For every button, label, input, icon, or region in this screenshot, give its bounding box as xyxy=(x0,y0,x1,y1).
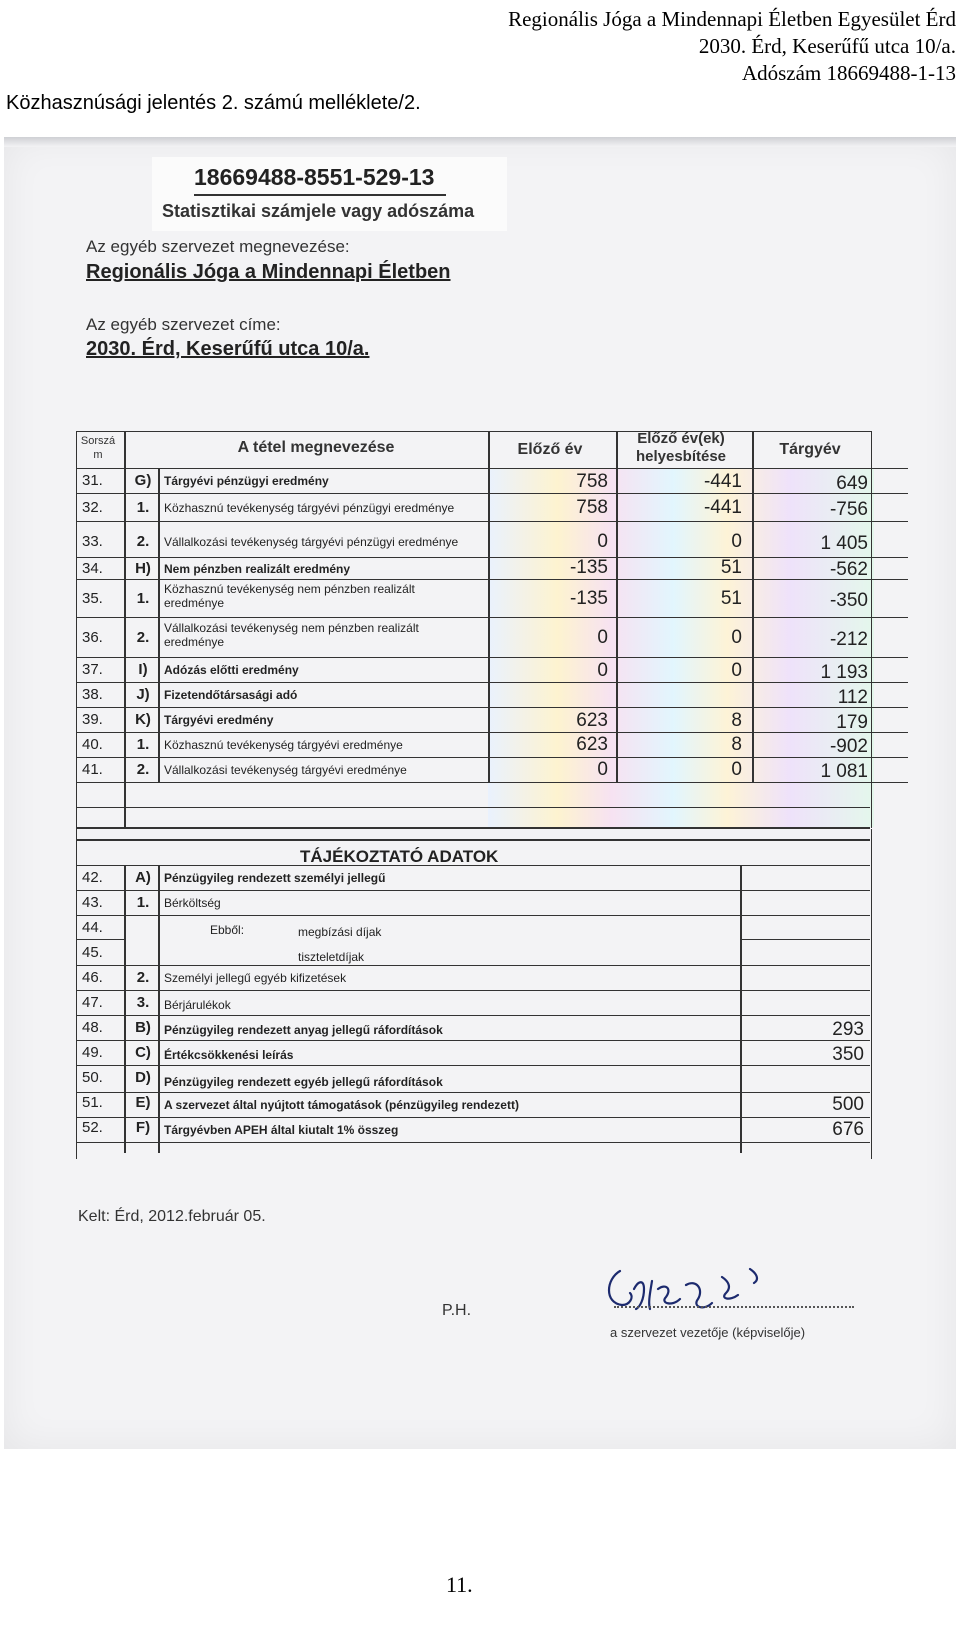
row-number: 35. xyxy=(82,590,103,607)
table-row xyxy=(76,757,908,783)
stamp-placeholder: P.H. xyxy=(442,1302,472,1319)
row-name: Bérjárulékok xyxy=(164,998,231,1012)
table-row xyxy=(76,732,908,758)
scan-edge xyxy=(4,137,956,147)
row-current-value: 293 xyxy=(832,1019,864,1040)
table-row xyxy=(76,557,908,580)
table-row xyxy=(76,579,908,618)
row-correction-value: 8 xyxy=(731,710,742,731)
row-letter: 2. xyxy=(136,969,150,986)
scanned-form xyxy=(4,137,956,1449)
info-row xyxy=(76,990,870,1016)
row-name: Pénzügyileg rendezett egyéb jellegű ráfordítások xyxy=(164,1075,443,1089)
row-sub-name: tiszteletdíjak xyxy=(298,950,365,964)
row-name: Közhasznú tevékenység nem pénzben realizált eredménye xyxy=(164,582,415,610)
table-row xyxy=(76,617,908,658)
row-number: 41. xyxy=(82,761,103,778)
row-name: Adózás előtti eredmény xyxy=(164,663,299,677)
row-current-value: 1 081 xyxy=(820,761,868,782)
row-letter: E) xyxy=(135,1094,151,1111)
row-number: 48. xyxy=(82,1019,103,1036)
row-current-value: 1 193 xyxy=(820,662,868,683)
row-number: 33. xyxy=(82,533,103,550)
row-number: 38. xyxy=(82,686,103,703)
row-letter: 2. xyxy=(136,533,150,550)
table-spacer-row xyxy=(76,782,870,808)
statistical-id-number: 18669488-8551-529-13 xyxy=(194,164,435,190)
document-title: Közhasznúsági jelentés 2. számú melléklete/2. xyxy=(6,92,421,114)
row-previous-value: 0 xyxy=(597,531,608,552)
row-number: 50. xyxy=(82,1069,103,1086)
row-correction-value: 0 xyxy=(731,531,742,552)
row-name: Tárgyévben APEH által kiutalt 1% összeg xyxy=(164,1123,399,1137)
statistical-id-block xyxy=(152,157,507,231)
row-name: Értékcsökkenési leírás xyxy=(164,1048,294,1062)
signature-caption: a szervezet vezetője (képviselője) xyxy=(610,1325,806,1340)
row-current-value: 649 xyxy=(836,473,868,494)
row-name: Tárgyévi pénzügyi eredmény xyxy=(164,474,329,488)
org-name-value: Regionális Jóga a Mindennapi Életben xyxy=(86,261,451,283)
row-correction-value: -441 xyxy=(703,497,742,518)
row-number: 34. xyxy=(82,560,103,577)
row-previous-value: 758 xyxy=(576,497,608,518)
row-number: 31. xyxy=(82,472,103,489)
table-row xyxy=(76,468,908,494)
org-address-label: Az egyéb szervezet címe: xyxy=(86,315,281,334)
row-letter: 3. xyxy=(136,994,150,1011)
table-row xyxy=(76,657,908,683)
row-current-value: 112 xyxy=(837,687,868,708)
row-letter: C) xyxy=(135,1044,151,1061)
organization-header xyxy=(508,6,956,87)
row-name: Személyi jellegű egyéb kifizetések xyxy=(164,971,347,985)
signature xyxy=(600,1259,800,1319)
info-row xyxy=(76,1015,870,1041)
statistical-id-caption: Statisztikai számjele vagy adószáma xyxy=(162,201,475,221)
row-letter: 1. xyxy=(136,590,150,607)
info-row xyxy=(76,940,870,966)
info-row xyxy=(76,965,870,991)
row-previous-value: 623 xyxy=(576,734,608,755)
row-current-value: -902 xyxy=(829,736,868,757)
row-previous-value: -135 xyxy=(569,588,608,609)
signature-line xyxy=(614,1306,854,1308)
table-header-row xyxy=(76,431,908,469)
row-number: 46. xyxy=(82,969,103,986)
info-row xyxy=(76,1092,870,1118)
row-previous-value: 0 xyxy=(597,759,608,780)
row-letter: H) xyxy=(135,560,151,577)
issue-date: Kelt: Érd, 2012.február 05. xyxy=(78,1208,266,1225)
row-letter: B) xyxy=(135,1019,151,1036)
info-row xyxy=(76,1040,870,1066)
row-name: Közhasznú tevékenység tárgyévi pénzügyi eredménye xyxy=(164,501,455,515)
row-number: 52. xyxy=(82,1119,103,1136)
row-number: 36. xyxy=(82,629,103,646)
row-letter: J) xyxy=(136,686,150,703)
header-current-year: Tárgyév xyxy=(779,441,841,458)
row-number: 45. xyxy=(82,944,103,961)
info-row xyxy=(76,890,870,916)
row-number: 43. xyxy=(82,894,103,911)
row-current-value: 350 xyxy=(832,1044,864,1065)
page-number: 11. xyxy=(446,1572,473,1597)
row-letter: 1. xyxy=(136,499,150,516)
row-name: Ebből: xyxy=(210,923,245,937)
row-number: 37. xyxy=(82,661,103,678)
org-name: Regionális Jóga a Mindennapi Életben Egyesület Érd xyxy=(508,7,956,31)
row-name: Vállalkozási tevékenység tárgyévi pénzügyi eredménye xyxy=(164,535,459,549)
table-row xyxy=(76,521,908,558)
row-correction-value: 0 xyxy=(731,759,742,780)
row-previous-value: 0 xyxy=(597,660,608,681)
row-current-value: -350 xyxy=(829,590,868,611)
row-correction-value: -441 xyxy=(703,471,742,492)
row-correction-value: 8 xyxy=(731,734,742,755)
row-letter: K) xyxy=(135,711,151,728)
row-number: 42. xyxy=(82,869,103,886)
id-underline xyxy=(194,194,446,196)
row-letter: D) xyxy=(135,1069,151,1086)
row-current-value: 500 xyxy=(832,1094,864,1115)
row-letter: F) xyxy=(135,1119,151,1136)
org-address-value: 2030. Érd, Keserűfű utca 10/a. xyxy=(86,338,370,360)
info-table xyxy=(76,865,872,1155)
info-row xyxy=(76,915,870,940)
row-letter: G) xyxy=(134,472,152,489)
header-correction-line1: Előző év(ek) xyxy=(637,430,725,447)
info-row xyxy=(76,1117,870,1143)
row-name: Közhasznú tevékenység tárgyévi eredménye xyxy=(164,738,403,752)
row-letter: 1. xyxy=(136,894,150,911)
row-name: Vállalkozási tevékenység tárgyévi eredménye xyxy=(164,763,407,777)
row-current-value: 1 405 xyxy=(820,533,868,554)
table-row xyxy=(76,682,908,708)
row-correction-value: 0 xyxy=(731,627,742,648)
table-row xyxy=(76,493,908,522)
org-name-label: Az egyéb szervezet megnevezése: xyxy=(86,237,350,256)
row-number: 49. xyxy=(82,1044,103,1061)
row-previous-value: 758 xyxy=(576,471,608,492)
row-number: 51. xyxy=(82,1094,103,1111)
row-previous-value: -135 xyxy=(569,557,608,578)
row-name: Fizetendőtársasági adó xyxy=(164,688,298,702)
header-number: Sorszá m xyxy=(80,435,116,461)
row-current-value: 179 xyxy=(836,712,868,733)
info-row xyxy=(76,865,870,891)
row-current-value: 676 xyxy=(832,1119,864,1140)
row-previous-value: 0 xyxy=(597,627,608,648)
header-previous-year: Előző év xyxy=(517,441,583,458)
row-letter: A) xyxy=(135,869,151,886)
row-name: Vállalkozási tevékenység nem pénzben realizált eredménye xyxy=(164,621,419,649)
row-name: Tárgyévi eredmény xyxy=(164,713,274,727)
row-current-value: -212 xyxy=(829,629,868,650)
org-address: 2030. Érd, Keserűfű utca 10/a. xyxy=(698,34,956,58)
row-correction-value: 51 xyxy=(720,557,742,578)
row-letter: I) xyxy=(138,661,148,678)
org-tax-number: Adószám 18669488-1-13 xyxy=(741,61,956,85)
row-name: Pénzügyileg rendezett anyag jellegű ráfordítások xyxy=(164,1023,443,1037)
row-sub-name: megbízási díjak xyxy=(298,925,382,939)
row-number: 44. xyxy=(82,919,103,936)
row-name: A szervezet által nyújtott támogatások (pénzügyileg rendezett) xyxy=(164,1098,519,1112)
row-correction-value: 51 xyxy=(720,588,742,609)
row-letter: 2. xyxy=(136,629,150,646)
row-name: Bérköltség xyxy=(164,896,221,910)
row-number: 40. xyxy=(82,736,103,753)
row-number: 32. xyxy=(82,499,103,516)
row-name: Nem pénzben realizált eredmény xyxy=(164,562,351,576)
row-correction-value: 0 xyxy=(731,660,742,681)
info-row xyxy=(76,1065,870,1093)
row-current-value: -562 xyxy=(829,559,868,580)
row-number: 39. xyxy=(82,711,103,728)
header-correction-line2: helyesbítése xyxy=(635,448,727,465)
row-letter: 2. xyxy=(136,761,150,778)
row-current-value: -756 xyxy=(829,499,868,520)
info-section-title: TÁJÉKOZTATÓ ADATOK xyxy=(300,847,499,866)
header-item-name: A tétel megnevezése xyxy=(237,439,395,456)
row-name: Pénzügyileg rendezett személyi jellegű xyxy=(164,871,386,885)
row-previous-value: 623 xyxy=(576,710,608,731)
row-number: 47. xyxy=(82,994,103,1011)
table-row xyxy=(76,707,908,733)
row-letter: 1. xyxy=(136,736,150,753)
